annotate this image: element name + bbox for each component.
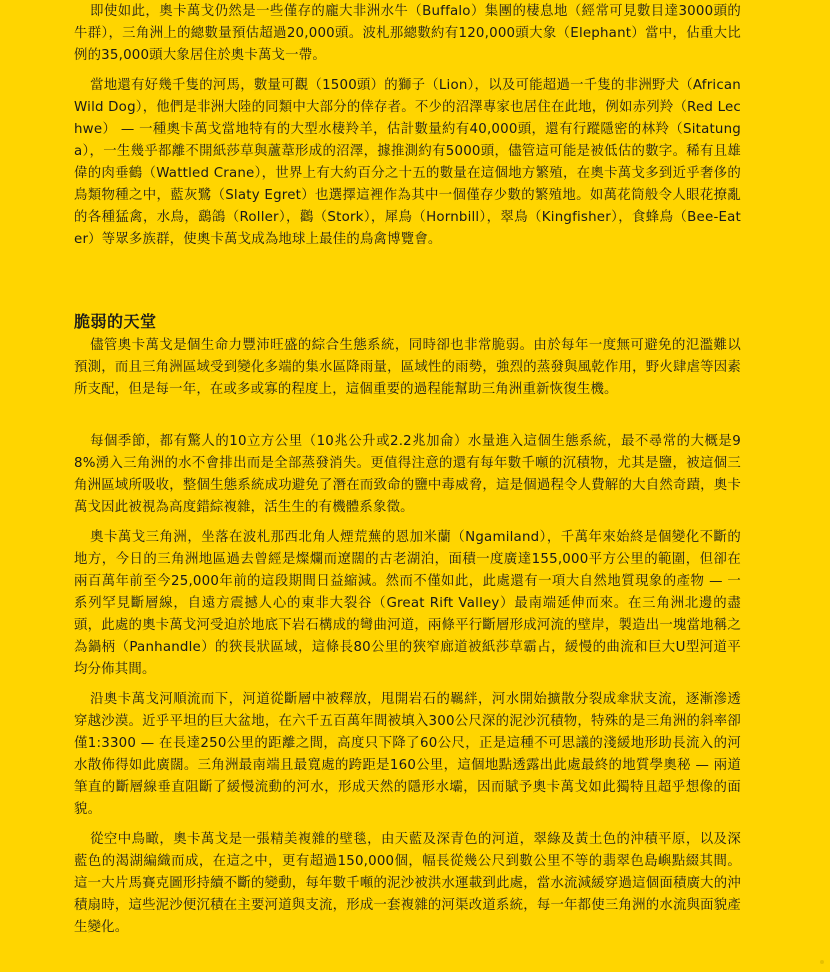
paragraph-buffalo-elephant: 即使如此，奧卡萬戈仍然是一些僅存的龐大非洲水牛（Buffalo）集團的棲息地（經常可見數目達3000頭的牛群），三角洲上的總數量預估超過20,000頭。波札那總數約有120,000頭大象（Elephant）當中，佔重大比例的35,000頭大象居住於奧卡萬戈一帶。 [74,4,741,63]
paragraph-fragile-ecosystem: 儘管奧卡萬戈是個生命力豐沛旺盛的綜合生態系統，同時卻也非常脆弱。由於每年一度無可避免的氾濫難以預測，而且三角洲區域受到變化多端的集水區降雨量，區域性的雨勢，強烈的蒸發與風乾作用，野火肆虐等因素所支配，但是每一年，在或多或寡的程度上，這個重要的過程能幫助三角洲重新恢復生機。 [74,338,741,397]
paragraph-aerial-view: 從空中鳥瞰，奧卡萬戈是一張精美複雜的壁毯，由天藍及深青色的河道，翠綠及黃土色的沖積平原，以及深藍色的渴湖編織而成，在這之中，更有超過150,000個，幅長從幾公尺到數公里不等的翡翠色島嶼點綴其間。這一大片馬賽克圖形持續不斷的變動，每年數千噸的泥沙被洪水運載到此處，當水流減緩穿過這個面積廣大的沖積扇時，這些泥沙便沉積在主要河道與支流，形成一套複雜的河渠改道系統，每一年都使三角洲的水流與面貌產生變化。 [74,832,741,935]
paragraph-wildlife-birds: 當地還有好幾千隻的河馬，數量可觀（1500頭）的獅子（Lion），以及可能超過一千隻的非洲野犬（African Wild Dog），他們是非洲大陸的同類中大部分的倖存者。不少的沼澤專家也居住在此地，例如赤列羚（Red Lechwe） — 一種奧卡萬戈當地特有的大型水棲羚羊，估計數量約有40,000頭，還有行蹤隱密的林羚（Sitatunga），一生幾乎都離不開紙莎草與蘆葦形成的沼澤，據推測約有5000頭，儘管這可能是被低估的數字。稀有且雄偉的肉垂鶴（Wattled Crane），世界上有大約百分之十五的數量在這個地方繁殖，在奧卡萬戈多到近乎奢侈的鳥類物種之中，藍灰鷺（Slaty Egret）也選擇這裡作為其中一個僅存少數的繁殖地。如萬花筒般令人眼花撩亂的各種猛禽，水鳥，鷂鴿（Roller），鸛（Stork），犀鳥（Hornbill），翠鳥（Kingfisher），食蜂鳥（Bee-Eater）等眾多族群，使奧卡萬戈成為地球上最佳的鳥禽博覽會。 [74,78,741,247]
paragraph-river-fan: 沿奧卡萬戈河順流而下，河道從斷層中被釋放，甩開岩石的羈絆，河水開始擴散分裂成傘狀支流，逐漸滲透穿越沙漠。近乎平坦的巨大盆地，在六千五百萬年間被填入300公尺深的泥沙沉積物，特殊的是三角洲的斜率卻僅1:3300 — 在長達250公里的距離之間，高度只下降了60公尺，正是這種不可思議的淺緩地形助長流入的河水散佈得如此廣闊。三角洲最南端且最寬處的跨距是160公里，這個地點透露出此處最終的地質學奧秘 — 兩道筆直的斷層線垂直阻斷了緩慢流動的河水，形成天然的隱形水壩，因而賦予奧卡萬戈如此獨特且超乎想像的面貌。 [74,692,741,817]
corner-dot [820,960,824,964]
paragraph-geology-history: 奧卡萬戈三角洲，坐落在波札那西北角人煙荒蕪的恩加米蘭（Ngamiland），千萬年來始終是個變化不斷的地方，今日的三角洲地區過去曾經是燦爛而遼闊的古老湖泊，面積一度廣達155,000平方公里的範圍，但卻在兩百萬年前至今25,000年前的這段期間日益縮減。然而不僅如此，此處還有一項大自然地質現象的產物 — 一系列罕見斷層線，自遠方震撼人心的東非大裂谷（Great Rift Valley）最南端延伸而來。在三角洲北邊的盡頭，此處的奧卡萬戈河受迫於地底下岩石構成的彎曲河道，兩條平行斷層形成河流的壁岸，製造出一塊當地稱之為鍋柄（Panhandle）的狹長狀區域，這條長80公里的狹窄廊道被紙莎草霸占，緩慢的曲流和巨大U型河道平均分佈其間。 [74,530,741,677]
section-heading: 脆弱的天堂 [74,312,157,331]
paragraph-water-volume: 每個季節，都有驚人的10立方公里（10兆公升或2.2兆加侖）水量進入這個生態系統，最不尋常的大概是98%湧入三角洲的水不會排出而是全部蒸發消失。更值得注意的還有每年數千噸的沉積物，尤其是鹽，被這個三角洲區域所吸收，整個生態系統成功避免了潛在而致命的鹽中毒威脅，這是個過程令人費解的大自然奇蹟，奧卡萬戈因此被視為高度錯綜複雜，活生生的有機體系象徵。 [74,434,741,515]
